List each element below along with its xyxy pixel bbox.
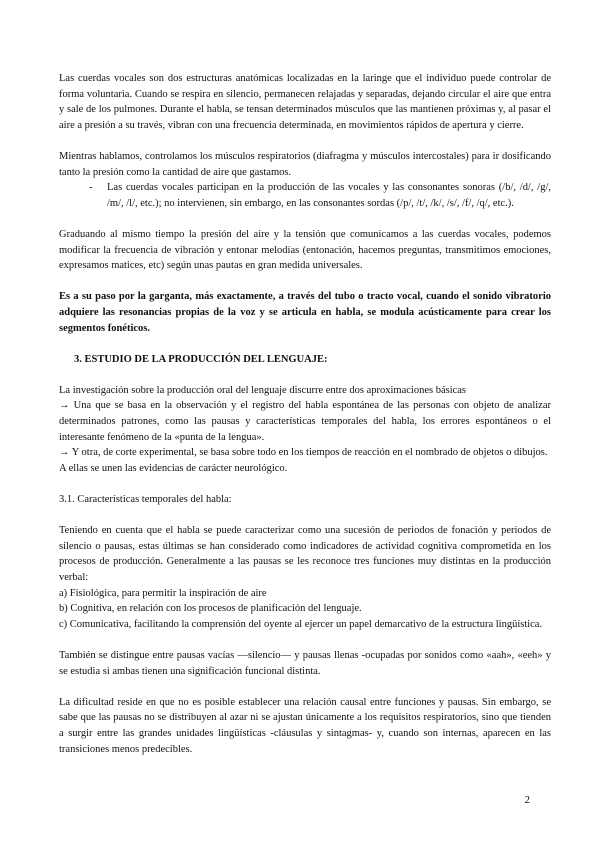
subsection-heading: 3.1. Características temporales del habla: bbox=[59, 494, 232, 506]
paragraph-spacer bbox=[59, 679, 551, 695]
paragraph-vocal-tract-bold: Es a su paso por la garganta, más exactamente, a través del tubo o tracto vocal, cuando el sonido vibratorio adquiere las resonancias propias de la voz y se articula en habla, se modula acústicamente para crear los segmentos fonéticos. bbox=[59, 291, 551, 334]
section-heading: 3. ESTUDIO DE LA PRODUCCIÓN DEL LENGUAJE: bbox=[74, 353, 328, 365]
paragraph-spacer bbox=[59, 508, 551, 524]
paragraph-spacer bbox=[59, 133, 551, 149]
paragraph-spacer bbox=[59, 632, 551, 648]
paragraph-experimental-approach: → Y otra, de corte experimental, se basa sobre todo en los tiempos de reacción en el nombrado de objetos o dibujos. bbox=[59, 447, 548, 459]
paragraph-spacer bbox=[59, 367, 551, 383]
paragraph-research-intro: La investigación sobre la producción oral del lenguaje discurre entre dos aproximaciones básicas bbox=[59, 384, 467, 396]
paragraph-pause-types: También se distingue entre pausas vacías —silencio— y pausas llenas -ocupadas por sonidos como «aah», «eeh» y se estudia si ambas tienen una significación funcional distinta. bbox=[59, 649, 551, 677]
paragraph-spacer bbox=[59, 211, 551, 227]
paragraph-vocal-cords: Las cuerdas vocales son dos estructuras anatómicas localizadas en la laringe que el individuo puede controlar de forma voluntaria. Cuando se respira en silencio, permanecen relajadas y separadas, dejando circular el aire que entra y sale de los pulmones. Durante el habla, se tensan determinados músculos que las mantienen próximas y, al pasar el aire a presión a su través, vibran con una frecuencia determinada, en movimientos rápidos de apertura y cierre. bbox=[59, 73, 551, 131]
paragraph-neurological-evidence: A ellas se unen las evidencias de carácter neurológico. bbox=[59, 462, 288, 474]
paragraph-spacer bbox=[59, 274, 551, 290]
list-item-physiological: a) Fisiológica, para permitir la inspiración de aire bbox=[59, 587, 267, 599]
list-item-communicative: c) Comunicativa, facilitando la comprensión del oyente al ejercer un papel demarcativo de la estructura lingüística. bbox=[59, 618, 543, 630]
paragraph-pressure-tension: Graduando al mismo tiempo la presión del aire y la tensión que comunicamos a las cuerdas vocales, podemos modificar la frecuencia de vibración y entonar melodías (entonación, hacemos preguntas, transmitimos emociones, expresamos matices, etc) según unas pautas en gran medida universales. bbox=[59, 228, 551, 272]
paragraph-respiratory-control: Mientras hablamos, controlamos los músculos respiratorios (diafragma y músculos intercostales) para ir dosificando tanto la presión como la cantidad de aire que gastamos. bbox=[59, 150, 551, 178]
paragraph-spacer bbox=[59, 336, 551, 352]
paragraph-pauses-intro: Teniendo en cuenta que el habla se puede caracterizar como una sucesión de periodos de fonación y periodos de silencio o pausas, estas últimas se han considerado como indicadores de actividad cognitiva comprometida en los procesos de producción. Generalmente a las pausas se les reconoce tres funciones muy distintas en la producción verbal: bbox=[59, 525, 551, 583]
paragraph-observational-approach: → Una que se basa en la observación y el registro del habla espontánea de las personas con objeto de analizar determinados patrones, como las pausas y características temporales del habla, los errores espontáneos o el interesante fenómeno de la «punta de la lengua». bbox=[59, 400, 551, 443]
bullet-text: Las cuerdas vocales participan en la producción de las vocales y las consonantes sonoras (/b/, /d/, /g/, /m/, /l/, etc.); no intervienen, sin embargo, en las consonantes sordas (/p/, /t/, /k/, /s/, /f/, /q/, etc.). bbox=[107, 182, 551, 209]
page-number: 2 bbox=[524, 794, 530, 806]
list-item-cognitive: b) Cognitiva, en relación con los procesos de planificación del lenguaje. bbox=[59, 603, 362, 615]
bullet-dash: - bbox=[89, 182, 93, 194]
bullet-item bbox=[89, 180, 551, 211]
document-body bbox=[59, 71, 551, 757]
paragraph-spacer bbox=[59, 476, 551, 492]
paragraph-pause-difficulty: La dificultad reside en que no es posible establecer una relación causal entre funciones y pausas. Sin embargo, se sabe que las pausas no se distribuyen al azar ni se ajustan únicamente a los requisitos respiratorios, sino que tienden a surgir entre las grandes unidades lingüísticas -cláusulas y sintagmas- y, cuando son internas, aparecen en las transiciones menos predecibles. bbox=[59, 696, 551, 755]
